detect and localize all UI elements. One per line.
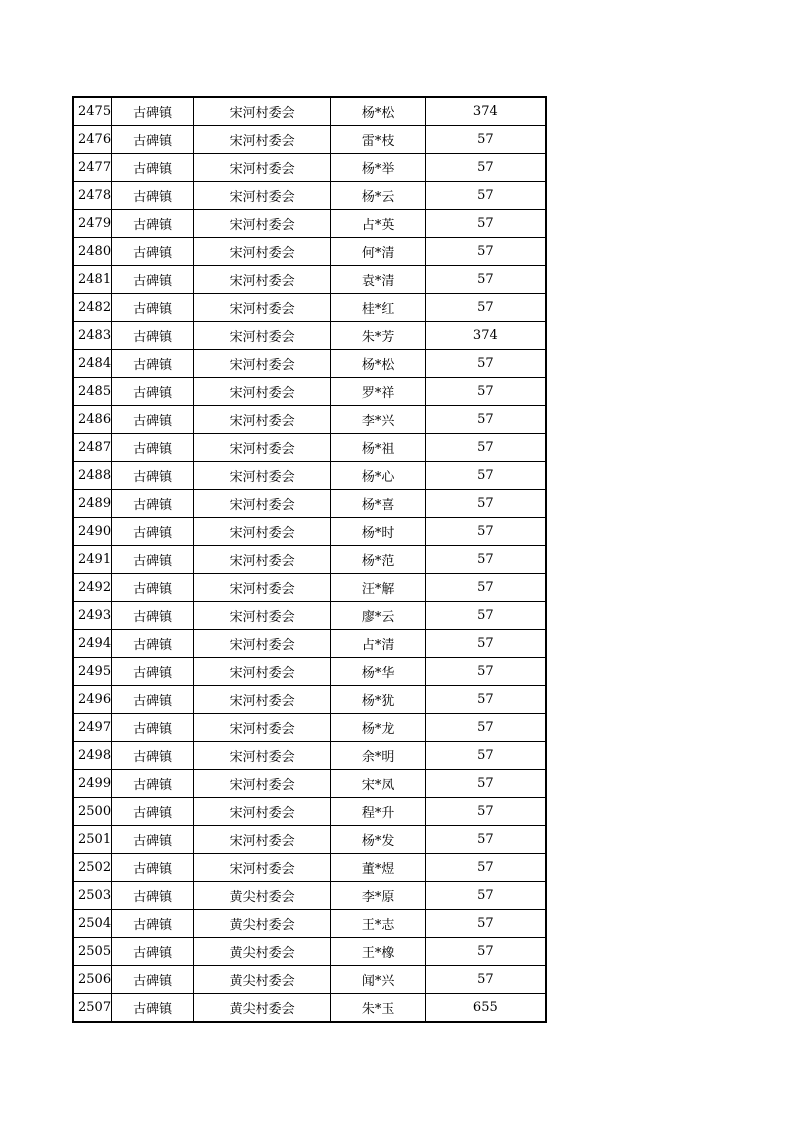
cell-serial-number: 2486 bbox=[73, 406, 112, 434]
cell-serial-number: 2495 bbox=[73, 658, 112, 686]
cell-amount: 57 bbox=[426, 462, 546, 490]
cell-amount: 57 bbox=[426, 798, 546, 826]
cell-village: 宋河村委会 bbox=[194, 630, 331, 658]
table-row bbox=[73, 686, 546, 714]
cell-town: 古碑镇 bbox=[112, 826, 194, 854]
data-table bbox=[72, 96, 547, 1023]
cell-village: 宋河村委会 bbox=[194, 518, 331, 546]
cell-person-name: 杨*时 bbox=[331, 518, 426, 546]
cell-town: 古碑镇 bbox=[112, 210, 194, 238]
table-row bbox=[73, 154, 546, 182]
cell-serial-number: 2484 bbox=[73, 350, 112, 378]
cell-serial-number: 2499 bbox=[73, 770, 112, 798]
cell-person-name: 汪*解 bbox=[331, 574, 426, 602]
cell-person-name: 董*煜 bbox=[331, 854, 426, 882]
cell-person-name: 杨*犹 bbox=[331, 686, 426, 714]
cell-town: 古碑镇 bbox=[112, 630, 194, 658]
cell-serial-number: 2493 bbox=[73, 602, 112, 630]
cell-village: 宋河村委会 bbox=[194, 350, 331, 378]
cell-village: 宋河村委会 bbox=[194, 322, 331, 350]
cell-amount: 57 bbox=[426, 434, 546, 462]
cell-person-name: 桂*红 bbox=[331, 294, 426, 322]
cell-person-name: 杨*龙 bbox=[331, 714, 426, 742]
cell-person-name: 杨*松 bbox=[331, 350, 426, 378]
cell-town: 古碑镇 bbox=[112, 182, 194, 210]
cell-town: 古碑镇 bbox=[112, 350, 194, 378]
cell-person-name: 李*兴 bbox=[331, 406, 426, 434]
table-row bbox=[73, 266, 546, 294]
cell-person-name: 占*清 bbox=[331, 630, 426, 658]
cell-amount: 57 bbox=[426, 266, 546, 294]
cell-town: 古碑镇 bbox=[112, 910, 194, 938]
cell-serial-number: 2482 bbox=[73, 294, 112, 322]
cell-person-name: 程*升 bbox=[331, 798, 426, 826]
cell-person-name: 宋*凤 bbox=[331, 770, 426, 798]
table-row bbox=[73, 798, 546, 826]
table-row bbox=[73, 126, 546, 154]
cell-person-name: 廖*云 bbox=[331, 602, 426, 630]
cell-person-name: 何*清 bbox=[331, 238, 426, 266]
cell-person-name: 杨*喜 bbox=[331, 490, 426, 518]
cell-serial-number: 2485 bbox=[73, 378, 112, 406]
table-row bbox=[73, 462, 546, 490]
cell-amount: 57 bbox=[426, 238, 546, 266]
cell-village: 宋河村委会 bbox=[194, 742, 331, 770]
cell-town: 古碑镇 bbox=[112, 238, 194, 266]
table-row bbox=[73, 882, 546, 910]
cell-town: 古碑镇 bbox=[112, 854, 194, 882]
table-row bbox=[73, 602, 546, 630]
cell-village: 宋河村委会 bbox=[194, 686, 331, 714]
table-row bbox=[73, 434, 546, 462]
cell-serial-number: 2480 bbox=[73, 238, 112, 266]
cell-person-name: 杨*心 bbox=[331, 462, 426, 490]
cell-serial-number: 2481 bbox=[73, 266, 112, 294]
cell-serial-number: 2483 bbox=[73, 322, 112, 350]
cell-serial-number: 2476 bbox=[73, 126, 112, 154]
cell-town: 古碑镇 bbox=[112, 322, 194, 350]
cell-village: 黄尖村委会 bbox=[194, 994, 331, 1023]
cell-person-name: 朱*芳 bbox=[331, 322, 426, 350]
table-row bbox=[73, 294, 546, 322]
cell-serial-number: 2498 bbox=[73, 742, 112, 770]
table-row bbox=[73, 742, 546, 770]
cell-town: 古碑镇 bbox=[112, 294, 194, 322]
cell-amount: 374 bbox=[426, 322, 546, 350]
cell-town: 古碑镇 bbox=[112, 966, 194, 994]
cell-village: 宋河村委会 bbox=[194, 602, 331, 630]
cell-serial-number: 2487 bbox=[73, 434, 112, 462]
cell-town: 古碑镇 bbox=[112, 154, 194, 182]
cell-town: 古碑镇 bbox=[112, 462, 194, 490]
cell-village: 宋河村委会 bbox=[194, 798, 331, 826]
cell-serial-number: 2492 bbox=[73, 574, 112, 602]
table-row bbox=[73, 938, 546, 966]
cell-serial-number: 2496 bbox=[73, 686, 112, 714]
table-row bbox=[73, 182, 546, 210]
cell-serial-number: 2478 bbox=[73, 182, 112, 210]
cell-amount: 57 bbox=[426, 826, 546, 854]
cell-amount: 57 bbox=[426, 714, 546, 742]
cell-village: 宋河村委会 bbox=[194, 658, 331, 686]
cell-serial-number: 2488 bbox=[73, 462, 112, 490]
cell-town: 古碑镇 bbox=[112, 378, 194, 406]
cell-town: 古碑镇 bbox=[112, 97, 194, 126]
table-body bbox=[73, 97, 546, 1022]
cell-serial-number: 2490 bbox=[73, 518, 112, 546]
cell-serial-number: 2504 bbox=[73, 910, 112, 938]
cell-amount: 57 bbox=[426, 966, 546, 994]
cell-town: 古碑镇 bbox=[112, 938, 194, 966]
cell-village: 宋河村委会 bbox=[194, 97, 331, 126]
cell-serial-number: 2489 bbox=[73, 490, 112, 518]
cell-serial-number: 2503 bbox=[73, 882, 112, 910]
cell-town: 古碑镇 bbox=[112, 574, 194, 602]
cell-person-name: 占*英 bbox=[331, 210, 426, 238]
cell-person-name: 杨*范 bbox=[331, 546, 426, 574]
table-row bbox=[73, 406, 546, 434]
cell-person-name: 余*明 bbox=[331, 742, 426, 770]
cell-serial-number: 2501 bbox=[73, 826, 112, 854]
cell-village: 宋河村委会 bbox=[194, 294, 331, 322]
cell-town: 古碑镇 bbox=[112, 994, 194, 1023]
cell-village: 宋河村委会 bbox=[194, 574, 331, 602]
cell-person-name: 袁*清 bbox=[331, 266, 426, 294]
table-row bbox=[73, 994, 546, 1023]
cell-town: 古碑镇 bbox=[112, 686, 194, 714]
cell-amount: 57 bbox=[426, 546, 546, 574]
cell-person-name: 杨*松 bbox=[331, 97, 426, 126]
cell-amount: 57 bbox=[426, 602, 546, 630]
cell-serial-number: 2507 bbox=[73, 994, 112, 1023]
cell-village: 宋河村委会 bbox=[194, 154, 331, 182]
cell-village: 宋河村委会 bbox=[194, 406, 331, 434]
cell-amount: 57 bbox=[426, 182, 546, 210]
cell-serial-number: 2479 bbox=[73, 210, 112, 238]
cell-village: 宋河村委会 bbox=[194, 854, 331, 882]
cell-serial-number: 2475 bbox=[73, 97, 112, 126]
cell-village: 宋河村委会 bbox=[194, 434, 331, 462]
cell-village: 黄尖村委会 bbox=[194, 966, 331, 994]
cell-serial-number: 2477 bbox=[73, 154, 112, 182]
table-row bbox=[73, 490, 546, 518]
cell-amount: 57 bbox=[426, 518, 546, 546]
cell-town: 古碑镇 bbox=[112, 770, 194, 798]
cell-amount: 57 bbox=[426, 742, 546, 770]
cell-town: 古碑镇 bbox=[112, 882, 194, 910]
cell-person-name: 杨*举 bbox=[331, 154, 426, 182]
cell-village: 宋河村委会 bbox=[194, 770, 331, 798]
cell-amount: 57 bbox=[426, 378, 546, 406]
cell-amount: 57 bbox=[426, 154, 546, 182]
cell-amount: 57 bbox=[426, 938, 546, 966]
cell-town: 古碑镇 bbox=[112, 266, 194, 294]
cell-town: 古碑镇 bbox=[112, 126, 194, 154]
table-row bbox=[73, 322, 546, 350]
cell-person-name: 杨*云 bbox=[331, 182, 426, 210]
cell-amount: 57 bbox=[426, 658, 546, 686]
table-row bbox=[73, 910, 546, 938]
cell-person-name: 杨*祖 bbox=[331, 434, 426, 462]
cell-person-name: 杨*发 bbox=[331, 826, 426, 854]
cell-village: 宋河村委会 bbox=[194, 266, 331, 294]
cell-town: 古碑镇 bbox=[112, 798, 194, 826]
cell-serial-number: 2491 bbox=[73, 546, 112, 574]
cell-person-name: 李*原 bbox=[331, 882, 426, 910]
table-row bbox=[73, 210, 546, 238]
table-row bbox=[73, 630, 546, 658]
table-row bbox=[73, 574, 546, 602]
table-row bbox=[73, 854, 546, 882]
cell-person-name: 罗*祥 bbox=[331, 378, 426, 406]
cell-serial-number: 2497 bbox=[73, 714, 112, 742]
cell-town: 古碑镇 bbox=[112, 658, 194, 686]
cell-serial-number: 2505 bbox=[73, 938, 112, 966]
cell-amount: 57 bbox=[426, 574, 546, 602]
cell-amount: 57 bbox=[426, 630, 546, 658]
cell-village: 黄尖村委会 bbox=[194, 882, 331, 910]
cell-village: 宋河村委会 bbox=[194, 490, 331, 518]
cell-amount: 57 bbox=[426, 490, 546, 518]
table-row bbox=[73, 378, 546, 406]
cell-amount: 57 bbox=[426, 406, 546, 434]
cell-village: 宋河村委会 bbox=[194, 210, 331, 238]
cell-town: 古碑镇 bbox=[112, 714, 194, 742]
table-row bbox=[73, 546, 546, 574]
cell-person-name: 闻*兴 bbox=[331, 966, 426, 994]
cell-town: 古碑镇 bbox=[112, 742, 194, 770]
table-row bbox=[73, 518, 546, 546]
cell-village: 宋河村委会 bbox=[194, 462, 331, 490]
table-row bbox=[73, 97, 546, 126]
cell-amount: 374 bbox=[426, 97, 546, 126]
cell-amount: 57 bbox=[426, 126, 546, 154]
table-row bbox=[73, 826, 546, 854]
table-row bbox=[73, 966, 546, 994]
cell-village: 宋河村委会 bbox=[194, 826, 331, 854]
cell-amount: 57 bbox=[426, 770, 546, 798]
cell-village: 宋河村委会 bbox=[194, 546, 331, 574]
cell-serial-number: 2500 bbox=[73, 798, 112, 826]
table-row bbox=[73, 350, 546, 378]
cell-town: 古碑镇 bbox=[112, 434, 194, 462]
cell-town: 古碑镇 bbox=[112, 602, 194, 630]
cell-amount: 57 bbox=[426, 910, 546, 938]
cell-serial-number: 2502 bbox=[73, 854, 112, 882]
table-row bbox=[73, 238, 546, 266]
cell-person-name: 王*橡 bbox=[331, 938, 426, 966]
cell-village: 宋河村委会 bbox=[194, 126, 331, 154]
cell-amount: 57 bbox=[426, 882, 546, 910]
cell-village: 黄尖村委会 bbox=[194, 938, 331, 966]
cell-person-name: 雷*枝 bbox=[331, 126, 426, 154]
cell-village: 宋河村委会 bbox=[194, 378, 331, 406]
cell-amount: 57 bbox=[426, 350, 546, 378]
cell-village: 宋河村委会 bbox=[194, 714, 331, 742]
cell-amount: 57 bbox=[426, 294, 546, 322]
cell-village: 宋河村委会 bbox=[194, 238, 331, 266]
cell-town: 古碑镇 bbox=[112, 490, 194, 518]
cell-serial-number: 2506 bbox=[73, 966, 112, 994]
cell-town: 古碑镇 bbox=[112, 546, 194, 574]
table-row bbox=[73, 770, 546, 798]
table-row bbox=[73, 658, 546, 686]
cell-village: 黄尖村委会 bbox=[194, 910, 331, 938]
cell-person-name: 杨*华 bbox=[331, 658, 426, 686]
cell-town: 古碑镇 bbox=[112, 518, 194, 546]
cell-village: 宋河村委会 bbox=[194, 182, 331, 210]
cell-serial-number: 2494 bbox=[73, 630, 112, 658]
cell-person-name: 朱*玉 bbox=[331, 994, 426, 1023]
table-row bbox=[73, 714, 546, 742]
cell-amount: 57 bbox=[426, 686, 546, 714]
cell-person-name: 王*志 bbox=[331, 910, 426, 938]
cell-town: 古碑镇 bbox=[112, 406, 194, 434]
cell-amount: 57 bbox=[426, 854, 546, 882]
cell-amount: 655 bbox=[426, 994, 546, 1023]
cell-amount: 57 bbox=[426, 210, 546, 238]
